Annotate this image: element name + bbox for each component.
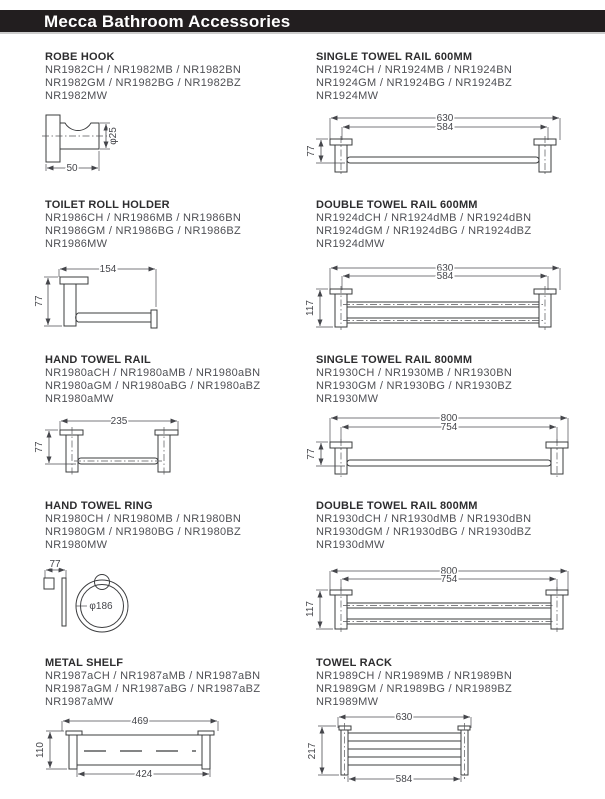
- model-line: NR1986CH / NR1986MB / NR1986BN: [45, 212, 242, 224]
- model-line: NR1980aMW: [45, 393, 114, 405]
- rail-body: [60, 427, 178, 476]
- rail-body: [330, 439, 568, 478]
- right-cap: [198, 731, 214, 735]
- dimension-overall: [338, 712, 471, 728]
- right-post: [202, 735, 210, 769]
- dimension-drop: [35, 731, 67, 769]
- hand-towel-rail-drawing: [34, 414, 190, 482]
- dim-rail-label: 754: [440, 574, 458, 585]
- single-towel-rail-600-drawing: [308, 110, 578, 182]
- section-double-towel-rail-600: [316, 199, 578, 251]
- dim-diameter-label: φ186: [89, 601, 113, 612]
- model-line: NR1987aGM / NR1987aBG / NR1987aBZ: [45, 683, 261, 695]
- dim-overall-label: 235: [110, 416, 128, 427]
- section-hand-towel-rail: [45, 354, 307, 406]
- rail: [347, 157, 539, 163]
- dim-overall-label: 630: [436, 113, 454, 124]
- post: [64, 284, 76, 326]
- product-title: SINGLE TOWEL RAIL 600MM: [316, 51, 473, 63]
- model-line: NR1986MW: [45, 238, 108, 250]
- dimension-overall: [60, 416, 178, 431]
- dim-overall-label: 800: [440, 566, 458, 577]
- dim-drop-label: 117: [305, 601, 316, 617]
- dim-rail-label: 754: [440, 422, 458, 433]
- model-line: NR1924CH / NR1924MB / NR1924BN: [316, 64, 513, 76]
- left-post: [69, 735, 77, 769]
- double-towel-rail-800-drawing: [305, 562, 580, 634]
- product-title: SINGLE TOWEL RAIL 800MM: [316, 354, 473, 366]
- dimension-drop: [34, 277, 62, 326]
- rail-body: [330, 136, 556, 176]
- robe-hook-body: [42, 115, 112, 162]
- model-line: NR1987aCH / NR1987aMB / NR1987aBN: [45, 670, 261, 682]
- dimension-rail: [342, 122, 548, 140]
- model-line: NR1980GM / NR1980BG / NR1980BZ: [45, 526, 242, 538]
- dim-drop-label: 77: [306, 145, 317, 157]
- cap: [60, 277, 88, 284]
- dimension-drop: [306, 139, 345, 163]
- left-cap: [66, 731, 82, 735]
- dim-depth-label: 77: [49, 559, 61, 570]
- holder-body: [60, 277, 157, 328]
- product-title: HAND TOWEL RING: [45, 500, 153, 512]
- model-line: NR1980CH / NR1980MB / NR1980BN: [45, 513, 242, 525]
- section-double-towel-rail-800: [316, 500, 578, 552]
- dim-drop-label: 77: [306, 448, 317, 460]
- dim-width-label: 154: [99, 264, 117, 275]
- model-line: NR1924dMW: [316, 238, 385, 250]
- section-metal-shelf: [45, 657, 307, 709]
- model-line: NR1980aCH / NR1980aMB / NR1980aBN: [45, 367, 261, 379]
- dimension-drop: [305, 590, 333, 629]
- product-title: ROBE HOOK: [45, 51, 115, 63]
- hand-towel-ring-drawing: [38, 556, 150, 640]
- dimension-rail: [341, 422, 557, 443]
- dim-overall-label: 800: [440, 413, 458, 424]
- dim-drop-label: 117: [305, 300, 316, 316]
- product-title: TOWEL RACK: [316, 657, 393, 669]
- section-hand-towel-ring: [45, 500, 307, 552]
- page-header: [0, 10, 605, 32]
- left-cap: [60, 430, 83, 435]
- model-line: NR1982MW: [45, 90, 108, 102]
- rail-body: [330, 587, 568, 632]
- dimension-rail: [342, 271, 548, 290]
- model-line: NR1980MW: [45, 539, 108, 551]
- right-cap: [458, 726, 470, 730]
- model-line: NR1989CH / NR1989MB / NR1989BN: [316, 670, 513, 682]
- model-line: NR1930GM / NR1930BG / NR1930BZ: [316, 380, 513, 392]
- model-line: NR1930dGM / NR1930dBG / NR1930dBZ: [316, 526, 532, 538]
- metal-shelf-drawing: [35, 710, 230, 782]
- single-towel-rail-800-drawing: [308, 412, 580, 482]
- bar-left-curve: [76, 313, 78, 322]
- product-title: METAL SHELF: [45, 657, 124, 669]
- dim-depth-label: 50: [66, 163, 78, 174]
- end-cap: [151, 310, 157, 328]
- robe-hook-drawing: [38, 110, 150, 182]
- dim-overall-label: 630: [395, 712, 413, 723]
- wall-plate: [46, 115, 60, 162]
- dim-drop-label: 110: [35, 742, 46, 758]
- dimension-width: [59, 264, 156, 307]
- product-title: DOUBLE TOWEL RAIL 800MM: [316, 500, 478, 512]
- dimension-depth: [45, 559, 66, 578]
- model-line: NR1989MW: [316, 696, 379, 708]
- model-line: NR1924MW: [316, 90, 379, 102]
- rail-body: [330, 286, 556, 330]
- dim-drop-label: 77: [34, 295, 45, 307]
- towel-rack-drawing: [308, 702, 493, 786]
- model-line: NR1930CH / NR1930MB / NR1930BN: [316, 367, 513, 379]
- dim-inner-label: 424: [135, 769, 153, 780]
- right-cap: [155, 430, 178, 435]
- dim-drop-label: 217: [307, 742, 318, 760]
- model-line: NR1924GM / NR1924BG / NR1924BZ: [316, 77, 513, 89]
- ring-side-view: [44, 578, 66, 626]
- model-line: NR1987aMW: [45, 696, 114, 708]
- dim-inner-label: 584: [395, 774, 413, 785]
- dim-rail-label: 584: [436, 271, 454, 282]
- mount-knob: [95, 575, 110, 590]
- dimension-inner: [77, 767, 210, 780]
- ring-edge: [62, 578, 66, 626]
- dimension-inner: [348, 774, 461, 785]
- section-toilet-roll-holder: [45, 199, 307, 251]
- section-single-towel-rail-800: [316, 354, 578, 406]
- model-line: NR1924dCH / NR1924dMB / NR1924dBN: [316, 212, 532, 224]
- dimension-rail: [341, 574, 557, 591]
- model-line: NR1986GM / NR1986BG / NR1986BZ: [45, 225, 242, 237]
- dim-diameter-label: φ25: [108, 127, 119, 145]
- model-line: NR1989GM / NR1989BG / NR1989BZ: [316, 683, 513, 695]
- model-line: NR1982GM / NR1982BG / NR1982BZ: [45, 77, 242, 89]
- model-line: NR1930MW: [316, 393, 379, 405]
- rack-body: [339, 723, 470, 779]
- product-title: HAND TOWEL RAIL: [45, 354, 151, 366]
- rail: [347, 460, 551, 466]
- dim-drop-label: 77: [34, 441, 45, 453]
- wall-plate: [44, 578, 54, 589]
- model-line: NR1982CH / NR1982MB / NR1982BN: [45, 64, 242, 76]
- model-line: NR1924dGM / NR1924dBG / NR1924dBZ: [316, 225, 532, 237]
- section-robe-hook: [45, 51, 307, 103]
- dim-rail-label: 584: [436, 122, 454, 133]
- dimension-drop: [305, 289, 333, 327]
- page-title: Mecca Bathroom Accessories: [44, 12, 291, 31]
- toilet-roll-holder-drawing: [34, 258, 166, 334]
- dimension-overall: [62, 716, 218, 731]
- header-divider: [0, 32, 605, 34]
- ring-front-view: [76, 575, 128, 633]
- product-title: TOILET ROLL HOLDER: [45, 199, 170, 211]
- shelf-body: [66, 731, 214, 769]
- model-line: NR1980aGM / NR1980aBG / NR1980aBZ: [45, 380, 261, 392]
- model-line: NR1930dMW: [316, 539, 385, 551]
- model-line: NR1930dCH / NR1930dMB / NR1930dBN: [316, 513, 532, 525]
- dim-overall-label: 630: [436, 263, 454, 274]
- dim-overall-label: 469: [131, 716, 149, 727]
- double-towel-rail-600-drawing: [305, 258, 578, 334]
- left-cap: [339, 726, 351, 730]
- section-single-towel-rail-600: [316, 51, 578, 103]
- product-title: DOUBLE TOWEL RAIL 600MM: [316, 199, 478, 211]
- dimension-drop: [307, 726, 339, 775]
- dimension-drop: [306, 442, 345, 466]
